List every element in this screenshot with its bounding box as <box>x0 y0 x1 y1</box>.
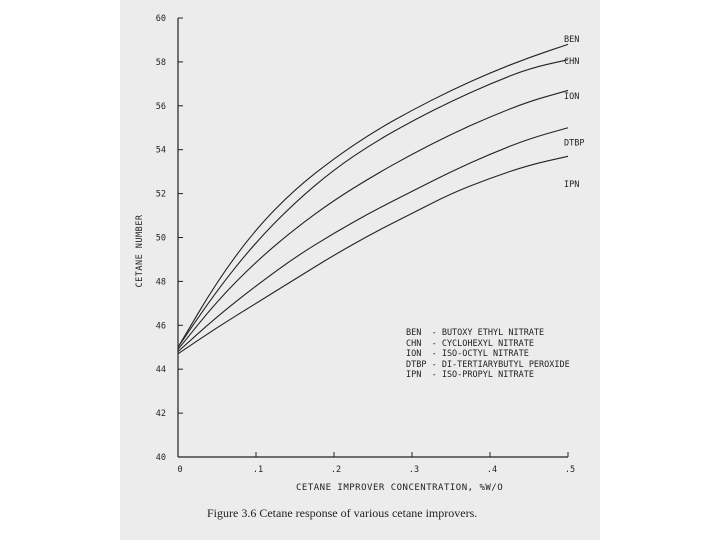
series-label-ben: BEN <box>564 35 580 46</box>
y-tick-label: 40 <box>155 453 166 463</box>
x-tick-label: .4 <box>486 465 498 475</box>
y-tick-label: 60 <box>155 14 166 24</box>
series-label-dtbp: DTBP <box>564 138 585 149</box>
y-tick-label: 58 <box>155 57 166 68</box>
y-axis-label: CETANE NUMBER <box>135 214 145 288</box>
series-label-ion: ION <box>564 92 580 103</box>
figure-caption: Figure 3.6 Cetane response of various cetane improvers. <box>207 506 478 520</box>
series-line-ion <box>178 90 568 349</box>
legend-item: DTBP - DI-TERTIARYBUTYL PEROXIDE <box>406 359 570 370</box>
y-tick-label: 44 <box>155 365 166 376</box>
x-tick-label: 0 <box>177 465 183 475</box>
series-label-ipn: IPN <box>564 180 580 191</box>
legend-item: ION - ISO-OCTYL NITRATE <box>406 349 529 359</box>
y-tick-label: 54 <box>155 145 166 156</box>
y-tick-label: 46 <box>155 321 166 332</box>
legend-item: BEN - BUTOXY ETHYL NITRATE <box>406 328 545 338</box>
series-line-chn <box>178 60 568 348</box>
series-label-chn: CHN <box>564 57 580 68</box>
y-tick-label: 48 <box>155 277 166 288</box>
legend <box>406 328 570 381</box>
chart-series <box>178 44 568 353</box>
y-tick-label: 56 <box>155 101 166 112</box>
y-tick-label: 42 <box>155 409 166 420</box>
y-tick-label: 52 <box>155 189 166 200</box>
x-tick-label: .2 <box>330 465 342 475</box>
x-tick-label: .3 <box>408 465 420 475</box>
legend-item: IPN - ISO-PROPYL NITRATE <box>406 370 534 380</box>
x-tick-label: .5 <box>564 465 576 475</box>
x-tick-label: .1 <box>252 465 264 475</box>
legend-item: CHN - CYCLOHEXYL NITRATE <box>406 338 534 349</box>
chart-axes <box>156 14 575 475</box>
x-axis-label: CETANE IMPROVER CONCENTRATION, %W/O <box>296 483 504 493</box>
chart-series-labels <box>564 35 584 190</box>
y-tick-label: 50 <box>155 233 166 244</box>
series-line-dtbp <box>178 128 568 352</box>
